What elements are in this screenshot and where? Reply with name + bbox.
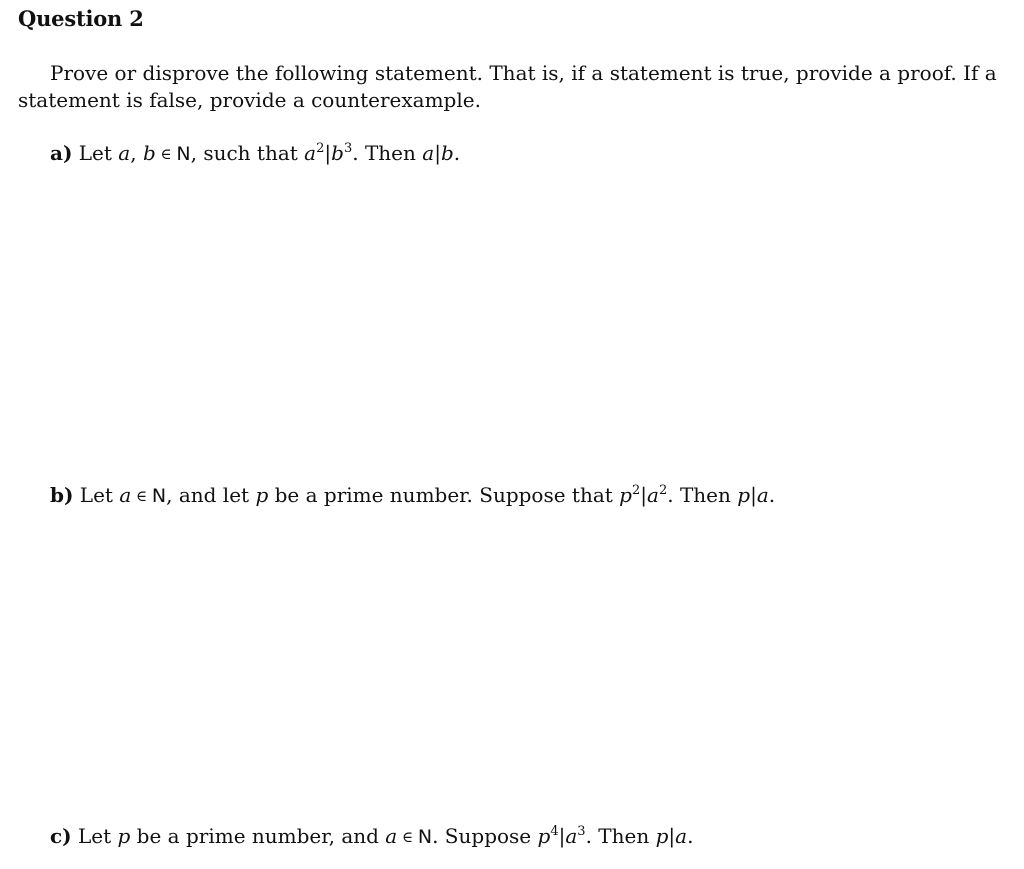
part-a-text: Let	[72, 141, 119, 165]
part-c-text: . Suppose	[432, 824, 538, 848]
divides-symbol: |	[434, 141, 441, 165]
part-a-text: . Then	[352, 141, 423, 165]
element-of-symbol: ∈	[397, 828, 418, 846]
part-b-var: p	[737, 483, 751, 507]
part-c-exponent: 3	[577, 824, 586, 839]
part-c-text: Let	[71, 824, 118, 848]
part-c-text: .	[687, 824, 694, 848]
part-a-label: a)	[50, 141, 73, 165]
part-a-var: b	[331, 141, 344, 165]
part-a-text: ,	[130, 141, 143, 165]
element-of-symbol: ∈	[131, 487, 152, 505]
part-c-var: a	[385, 824, 398, 848]
part-c-label: c)	[50, 824, 72, 848]
element-of-symbol: ∈	[155, 145, 177, 163]
question-heading: Question 2	[18, 6, 144, 31]
part-b-var: a	[647, 483, 659, 507]
part-b-text: be a prime number. Suppose that	[268, 483, 620, 507]
naturals-symbol: N	[176, 143, 191, 165]
naturals-symbol: N	[417, 826, 433, 848]
part-a-var: b	[440, 141, 454, 165]
part-b-text: , and let	[166, 483, 256, 507]
divides-symbol: |	[668, 824, 676, 848]
part-b-var: p	[255, 483, 269, 507]
instructions-text: Prove or disprove the following statement. That is, if a statement is true, provide a proof. If a statement is false, provide a counterexample.	[18, 61, 997, 112]
part-a-exponent: 2	[316, 141, 325, 156]
part-b-exponent: 2	[658, 483, 668, 498]
divides-symbol: |	[558, 824, 566, 848]
part-c-text: be a prime number, and	[130, 824, 386, 848]
part-c-var: a	[565, 824, 578, 848]
divides-symbol: |	[640, 483, 648, 507]
part-b-var: a	[756, 483, 769, 507]
part-b-label: b)	[50, 483, 74, 507]
part-b-text: .	[768, 483, 776, 507]
part-a-var: a	[304, 141, 317, 165]
instructions-paragraph	[18, 60, 1008, 114]
part-c-statement	[50, 823, 693, 851]
part-a-var: a	[118, 141, 131, 165]
part-a-statement	[50, 140, 460, 168]
part-b-var: a	[119, 483, 132, 507]
part-c-text: . Then	[585, 824, 656, 848]
part-c-var: a	[675, 824, 688, 848]
part-b-var: p	[619, 483, 632, 507]
part-a-var: a	[422, 141, 435, 165]
part-c-var: p	[537, 824, 551, 848]
part-b-statement	[50, 482, 775, 510]
divides-symbol: |	[750, 483, 757, 507]
part-a-exponent: 3	[343, 141, 353, 156]
part-b-text: . Then	[667, 483, 738, 507]
part-c-exponent: 4	[550, 824, 559, 839]
naturals-symbol: N	[151, 485, 167, 507]
part-c-var: p	[117, 824, 131, 848]
part-c-var: p	[655, 824, 669, 848]
part-a-var: b	[142, 141, 156, 165]
part-b-text: Let	[73, 483, 120, 507]
part-b-exponent: 2	[631, 483, 641, 498]
part-a-text: .	[453, 141, 461, 165]
divides-symbol: |	[324, 141, 332, 165]
part-a-text: , such that	[190, 141, 305, 165]
